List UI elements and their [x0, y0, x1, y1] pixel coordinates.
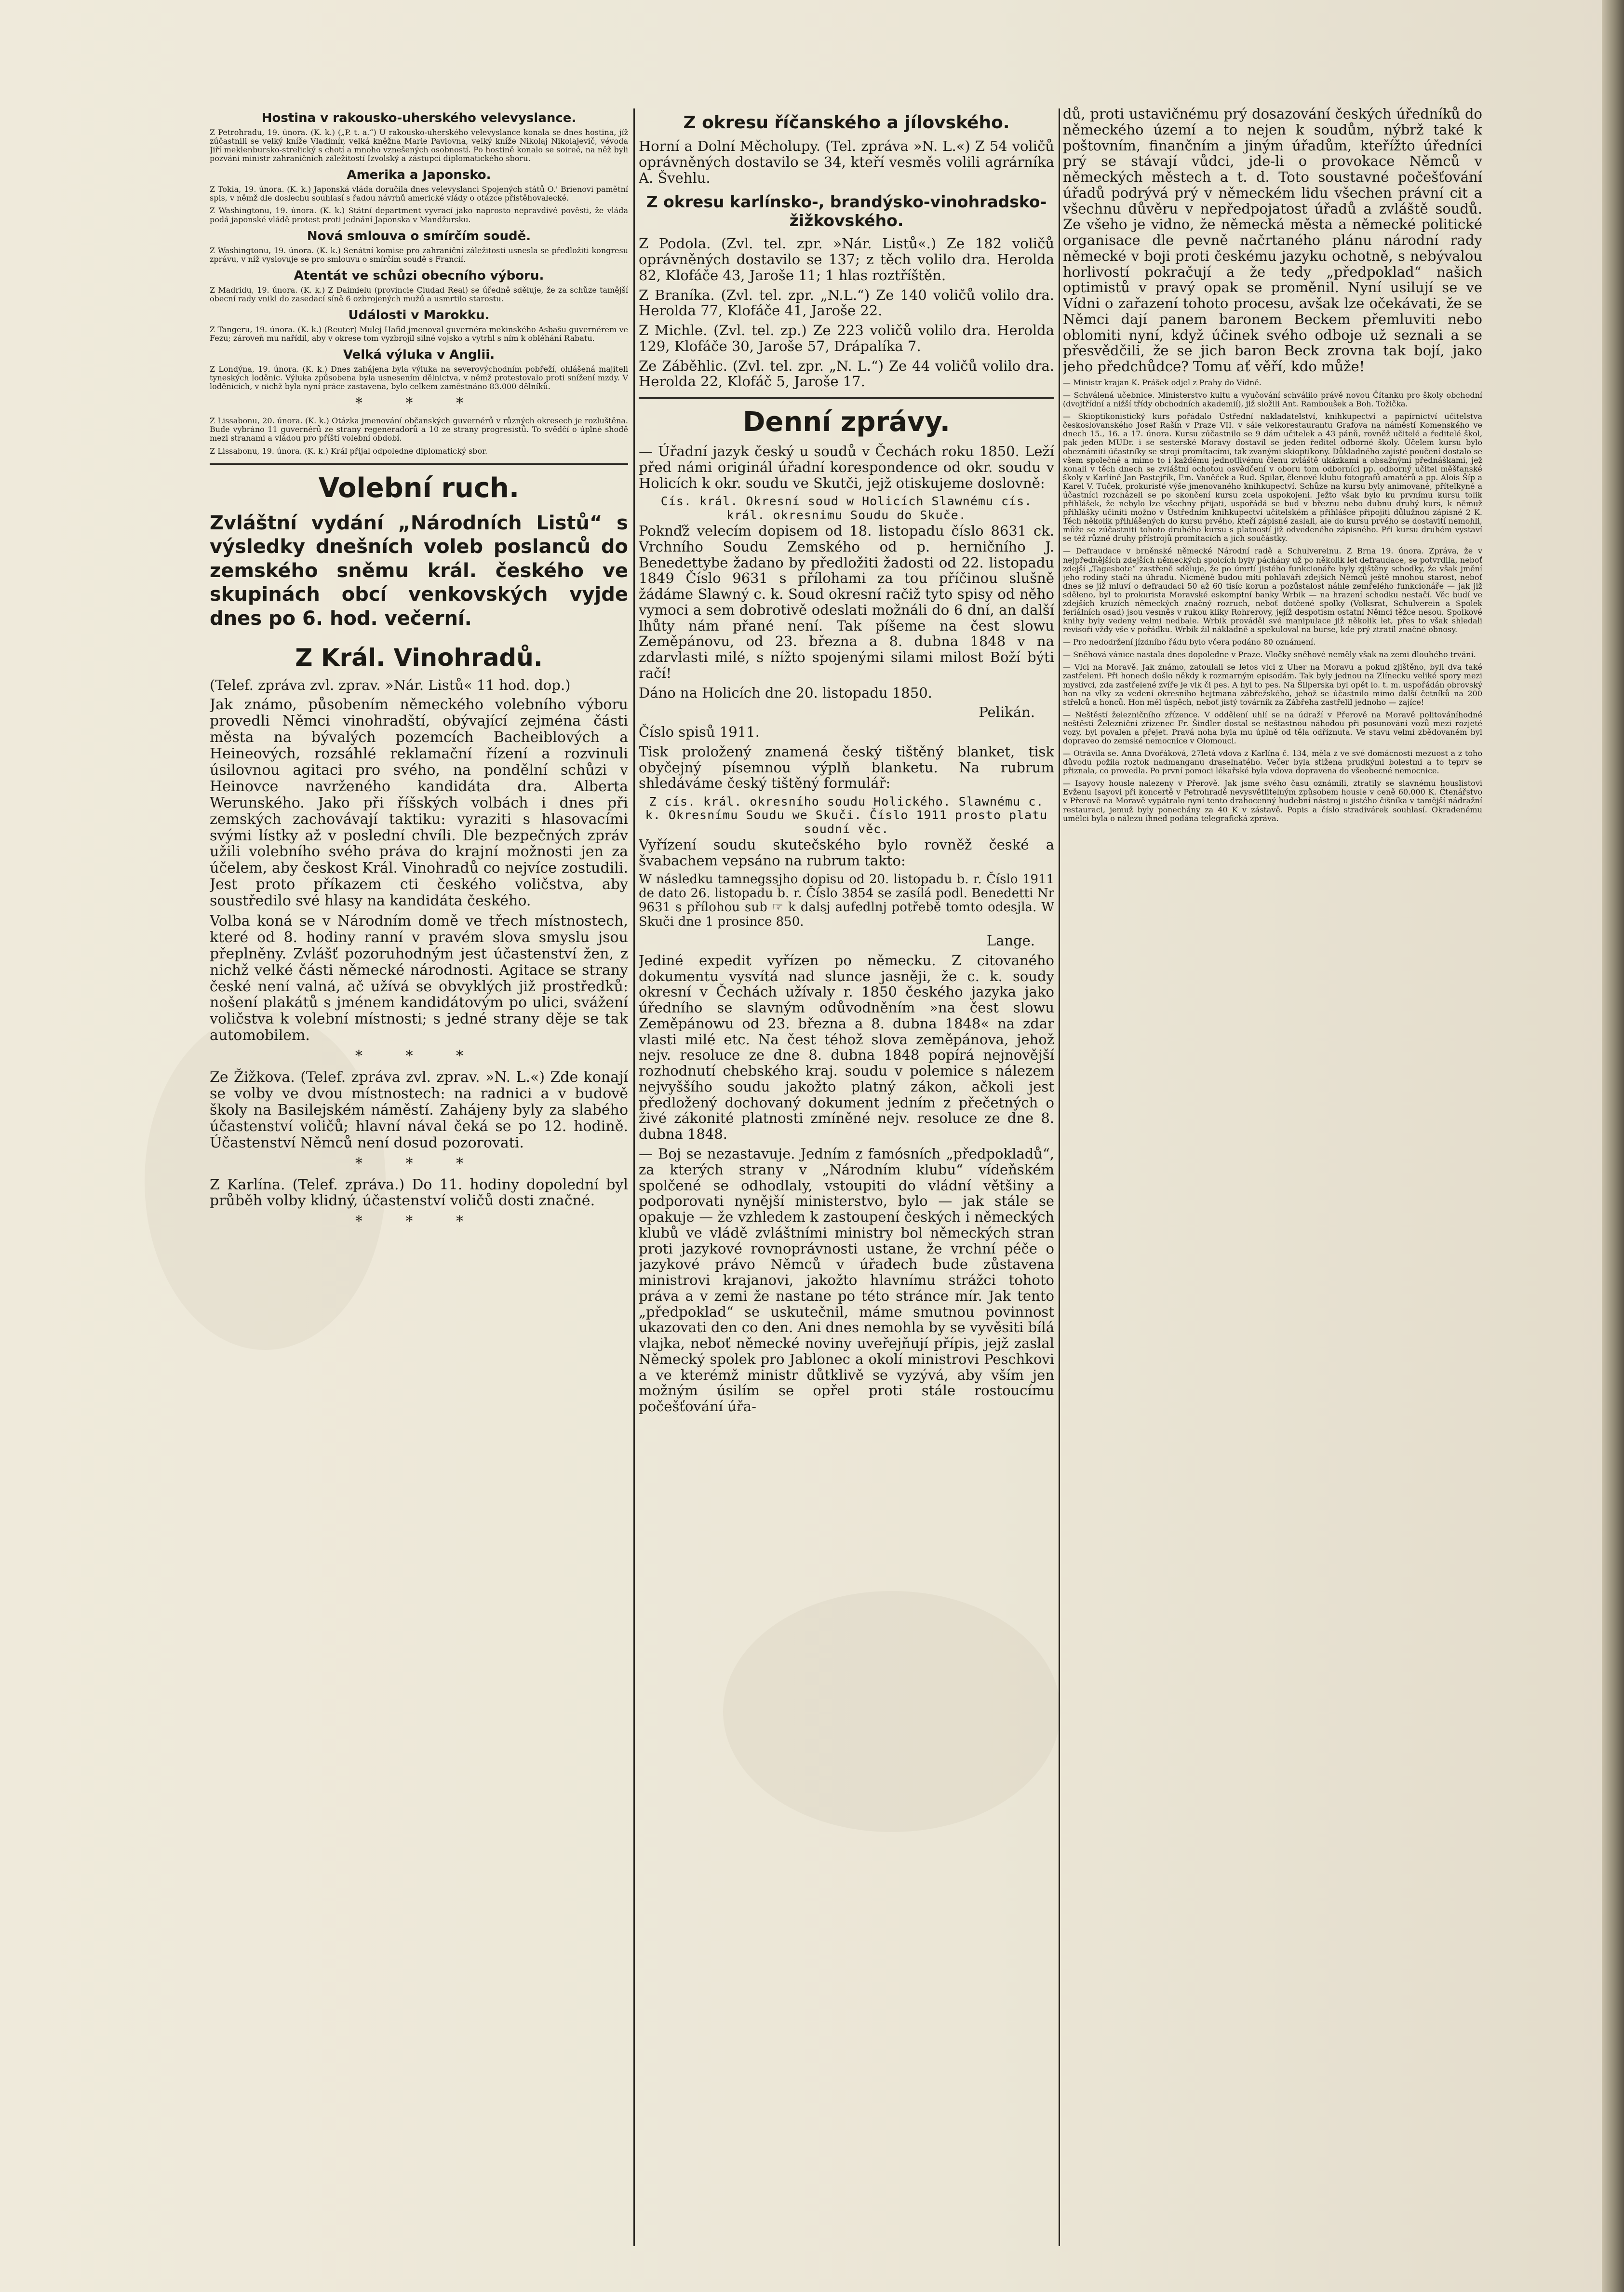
article-text: Z Karlína. (Telef. zpráva.) Do 11. hodiny dopolední byl průběh volby klidný, účastenství voličů dosti značné. — [210, 1176, 628, 1210]
section-divider — [210, 463, 628, 465]
article-heading: Události v Marokku. — [348, 308, 490, 323]
separator-stars: * * * — [355, 1048, 483, 1065]
article-text: — Otrávila se. Anna Dvořáková, 27letá vdova z Karlína č. 134, měla z ve své domácnosti mezuost a z toho důvodu požila roztok nadmanganu draselnatého. Večer byla stižena prudkými bolestmi a to teprv se přiznala, co provedla. Po první pomoci lékařské byla vdova dopravena do všeobecné nemocnice. — [1063, 749, 1482, 776]
article-text: Z Braníka. (Zvl. tel. zpr. „N.L.“) Ze 140 voličů volilo dra. Herolda 77, Klofáče 41, Jaroše 22. — [639, 286, 1054, 319]
document-text: W následku tamnegssjho dopisu od 20. listopadu b. r. Číslo 1911 de dato 26. listopadu b. r. Číslo 3854 se zasílá podl. Benedetti Nr 9631 s přílohou sub ☞ k dalsj aufedlnj potřebě tomto odesjla. W Skuči dne 1 prosince 850. — [639, 872, 1054, 929]
article-text: — Isayovy housle nalezeny v Přerově. Jak jsme svého času oznámili, ztratily se slavnému houslistovi Evženu Isayovi při koncertě v Petrohradě nevysvětlitelným způsobem housle v ceně 60.000 K. Čtenářstvo v Přerově na Moravě vypátralo nyní tento drahocenný hudební nástroj u jistého čišníka v tamější nádražní restauraci, jemuž byly ponechány za 40 K v zástavě. Popis a číslo stradivárek souhlasí. Okradenému umělci byla o nálezu ihned podána telegrafická zpráva. — [1063, 779, 1482, 823]
document-text: Číslo spisů 1911. — [639, 724, 760, 741]
article-text: — Skioptikonistický kurs pořádalo Ústřední nakladatelství, knihkupectví a papírnictví učitelstva českoslovanského Josef Rašín v Praze VII. v sále velkorestaurantu Grafova na náměstí Komenského ve dnech 15., 16. a 17. února. Kursu zúčastnilo se 9 dám učitelek a 43 pánů, rovněž učitelé a ředitelé škol, pak jeden MUDr. i se sesterské Moravy dostavil se jeden ředitel odborné školy. Účelem kursu bylo obeznámiti účastníky se stroji promítacími, tak zvanými skioptikony. Důkladného zajisté poučení dostalo se všem společně a mimo to i každému jednotlivému členu zvláště ukázkami a obsažnými přednáškami, jež konali v těch dnech se zvláštní ochotou osvědčení v oboru tom odborníci pp. odborný učitel měšťanské školy v Karlíně Jan Pastejřík, Em. Vaněček a Rud. Spilar, členové klubu fotografů amatérů a pp. Alois Šíp a Karel V. Tuček, prokuristé výše jmenovaného knihkupectví. Schůze na kursu byly animované, přítelkyně a účastníci rozcházeli se po skončení kursu zcela uspokojeni. Ježto však bylo ku prvnímu kursu tolik přihlášek, že nebylo lze všechny přijati, uspořádá se bud v březnu nebo dubnu druhý kurs, k němuž přihlášky učiniti možno v Ústředním knihkupectví učitelském a přihlášce připojiti důlužnou zápisné 2 K. Těch několik přihlášených do kursu prvého, kteří zápisné zaslali, ale do kursu prvého se dostavití nemohli, může se zúčastniti tohoto druhého kursu s platností již odvedeného zápisného. Při kursu druhém vystaví se též různé druhy přístrojů promítacích a jich součástky. — [1063, 412, 1482, 543]
page-binding-edge — [1602, 0, 1624, 2292]
article-text: Z Lissabonu, 19. února. (K. k.) Král přijal odpoledne diplomatický sbor. — [210, 446, 488, 456]
article-heading: Hostina v rakousko-uherského velevyslance. — [261, 111, 577, 125]
article-text: — Schválená učebnice. Ministerstvo kultu a vyučování schválilo právě novou Čítanku pro školy obchodní (dvojtřídní a nižší třídy obchodních akademií), již složili Ant. Ramboušek a Boh. Tožička. — [1063, 391, 1482, 409]
section-title: Z Král. Vinohradů. — [295, 643, 543, 672]
document-text: Dáno na Holicích dne 20. listopadu 1850. — [639, 684, 932, 701]
article-text: Z Lissabonu, 20. února. (K. k.) Otázka jmenování občanských guvernérů v různých okresech je rozluštěna. Bude vybráno 11 guvernérů ze strany regeneradorů a 10 ze strany progresistů. To svědčí o úplné shodě mezi stranami a vládou pro příští volební období. — [210, 416, 628, 443]
article-text: — Pro nedodržení jízdního řádu bylo včera podáno 80 oznámení. — [1063, 637, 1316, 647]
article-text: — Neštěstí železničního zřízence. V oddělení uhlí se na údraží v Přerově na Moravě politováníhodné neštěstí Železniční zřízenec Fr. Šindler dostal se nešťastnou náhodou při posunování vozů mezi rozjeté vozy, byl povalen a přejet. Pravá noha byla mu úplně od těla odříznuta. Ve stavu velmi zbědovaném byl dopraveo do zemské nemocnice v Olomouci. — [1063, 710, 1482, 745]
separator-stars: * * * — [355, 395, 483, 412]
column-rule — [633, 108, 635, 2246]
article-text: Z Londýna, 19. února. (K. k.) Dnes zahájena byla výluka na severovýchodním pobřeží, ohlášená majiteli tyneských loděnic. Výluka způsobena byla usnesením dělnictva, v němž protestovalo proti snížení mzdy. V loděnicích, v nichž byla nyní práce zastavena, bylo celkem zaměstnáno 83.000 dělníků. — [210, 364, 628, 391]
article-text: — Úřadní jazyk český u soudů v Čechách roku 1850. Leží před námi originál úřadní korespondence od okr. soudu v Holicích k okr. soudu ve Skutči, jejž otiskujeme doslovně: — [639, 443, 1054, 491]
article-text: Z Washingtonu, 19. února. (K. k.) Státní department vyvrací jako naprosto nepravdivé pověsti, že vláda podá japonské vládě protest proti jednání Japonska v Mandžursku. — [210, 206, 628, 224]
document-text: Poknďž velecím dopisem od 18. listopadu číslo 8631 ck. Vrchního Soudu Zemského od p. herničního J. Benedettybe žadano by předložiti žadosti od 22. listopadu 1849 Číslo 9631 s přílohami za tou příčinou slušně žádáme Slawný c. k. Soud okresní račiž tyto spisy od něho vymoci a sem dobrotivě odeslati možnáli do 6 dní, an další lhůty nám přané není. Tak píšeme na čest slowu Zeměpánovu, od 23. března a 8. dubna 1848 v na zdarvlasti milé, s nížto spojenými silami milost Boží býti račí! — [639, 522, 1054, 681]
document-text: Z cís. král. okresního soudu Holického. Slawnému c. k. Okresnímu Soudu we Skuči. Číslo 1911 prosto platu soudní věc. — [645, 795, 1048, 836]
article-text: — Ministr krajan K. Prášek odjel z Prahy do Vídně. — [1063, 378, 1262, 388]
article-source: (Telef. zpráva zvl. zprav. »Nár. Listů« 11 hod. dop.) — [210, 676, 571, 693]
document-signature: Lange. — [986, 932, 1035, 949]
special-edition-notice: Zvláštní vydání „Národních Listů“ s výsledky dnešních voleb poslanců do zemského sněmu král. českého ve skupinách obcí venkovských vyjde dnes po 6. hod. večerní. — [210, 512, 628, 630]
article-text: Tisk proložený znamená český tištěný blanket, tisk obyčejný písemnou výplň blanketu. Na rubrum shledáváme český tištěný formulář: — [639, 743, 1054, 792]
article-heading: Nová smlouva o smírčím soudě. — [307, 229, 531, 243]
separator-stars: * * * — [355, 1213, 483, 1230]
article-text: Volba koná se v Národním domě ve třech místnostech, které od 8. hodiny ranní v pravém slova smyslu jsou přeplněny. Zvlášť pozoruhodným jest účastenství žen, z nichž velké části německé národnosti. Agitace se strany české není valná, ač užívá se obvyklých již prostředků: nošení plakátů s jménem kandidátovým po ulici, svážení voličstva k volební místnosti; s jedné strany děje se tak automobilem. — [210, 912, 628, 1044]
article-text: Z Podola. (Zvl. tel. zpr. »Nár. Listů«.) Ze 182 voličů oprávněných dostavilo se 137; z těch volilo dra. Herolda 82, Klofáče 43, Jaroše 11; 1 hlas roztříštěn. — [639, 235, 1054, 283]
article-text: Ze Žižkova. (Telef. zpráva zvl. zprav. »N. L.«) Zde konají se volby ve dvou místnostech: na radnici a v budově školy na Basilejském náměstí. Zahájeny byly za slabého účastenství voličů; hlavní nával čeká se po 12. hodině. Účastenství Němců není dosud pozorovati. — [210, 1069, 628, 1151]
separator-stars: * * * — [355, 1155, 483, 1172]
article-text: — Sněhová vánice nastala dnes dopoledne v Praze. Vločky sněhové neměly však na zemi dlouhého trvání. — [1063, 650, 1476, 660]
column-2 — [639, 106, 1054, 2249]
article-text: Vyřízení soudu skutečského bylo rovněž české a švabachem vepsáno na rubrum takto: — [639, 836, 1054, 869]
section-title: Z okresu říčanského a jílovského. — [683, 113, 1010, 133]
article-heading: Velká výluka v Anglii. — [343, 348, 495, 363]
section-title: Denní zprávy. — [742, 406, 951, 438]
article-heading: Amerika a Japonsko. — [347, 168, 491, 183]
article-text: Z Petrohradu, 19. února. (K. k.) („P. t. a.“) U rakousko-uherského velevyslance konala se dnes hostina, jíž zúčastnili se velký kníže Vladimír, velká kněžna Marie Pavlovna, velký kníže Nikolaj Nikolajevič, vévoda Jiří meklenbursko-strelický s chotí a mnoho vznešených osobností. Po hostině konalo se soireé, na něž byli pozváni ministr zahraničních záležitostí Izvolský a zástupci diplomatického sboru. — [210, 128, 628, 163]
section-title: Z okresu karlínsko-, brandýsko-vinohradsko-žižkovského. — [646, 192, 1047, 230]
article-text: Z Tokia, 19. února. (K. k.) Japonská vláda doručila dnes velevyslanci Spojených států O.' Brienovi pamětní spis, v němž dle doslechu souhlasí s řadou návrhů americké vlády o otázce přistěhovalecké. — [210, 185, 628, 203]
column-rule — [1059, 108, 1060, 2246]
article-heading: Atentát ve schůzi obecního výboru. — [294, 268, 544, 283]
article-text: Z Madridu, 19. února. (K. k.) Z Daimielu (provincie Ciudad Real) se úředně sděluje, že za schůze tamější obecní rady vnikl do zasedací síně 6 ozbrojených mužů a usmrtilo starostu. — [210, 285, 628, 303]
quoted-document — [639, 795, 1054, 836]
article-text: Z Tangeru, 19. února. (K. k.) (Reuter) Mulej Hafid jmenoval guvernéra mekinského Asbašu guvernérem ve Fezu; zároveň mu nařídil, aby v okrese tom vyzbrojil silné vojsko a vytrhl s ním k obléhání Rabatu. — [210, 324, 628, 343]
article-text: Horní a Dolní Měcholupy. (Tel. zpráva »N. L.«) Z 54 voličů oprávněných dostavilo se 34, kteří vesměs volili agrárníka A. Švehlu. — [639, 138, 1054, 186]
article-text: — Vlci na Moravě. Jak známo, zatoulali se letos vlci z Uher na Moravu a pokud zjištěno, byli dva také zastřeleni. Při honech došlo někdy k rozmarným episodám. Tak byly jednou na Zlínecku veliké spory mezi myslivci, zda zastřelené zvíře je vlk či pes. A hyl to pes. Na Šilperska byl opět lo. t. m. uspořádán obrovský hon na vlky za vedení okresního hejtmana zábřežského, jehož se účastnilo mimo další četníků na 200 střelců a honců. Hon měl úspěch, neboť jistý továrník za Zábřeha zastřelil jednoho — zajíce! — [1063, 662, 1482, 707]
section-divider — [639, 397, 1054, 399]
article-text: Z Michle. (Zvl. tel. zp.) Ze 223 voličů volilo dra. Herolda 129, Klofáče 30, Jaroše 57, Drápalíka 7. — [639, 322, 1054, 354]
article-text: dů, proti ustavičnému prý dosazování českých úředníků do německého území a to nejen k soudům, nýbrž také k poštovním, finančním a jiným úřadům, kteřížto úředníci prý se stávají vůdci, jde-li o provokace Němců v německých městech a t. d. Toto soustavné počešťování úřadů podrývá prý v německém lidu všechen právní cit a všechnu důvěru v nepředpojatost úřadů a zvláště soudů. Ze všeho je vidno, že německá města a německé politické organisace dle pevně načrtaného plánu národní rady německé v boji proti českému jazyku ochotně, s nebývalou horlivostí pokračují a že tedy „předpoklad“ našich optimistů v pravý opak se proměnil. Nyní usilují se ve Vídni o zařazení tohoto procesu, avšak lze očekávati, že se Němci dají panem baronem Beckem přemluviti nebo oblomiti nyní, když účinek svého odboje už seznali a se přesvědčili, že se jich baron Beck zrovna tak bojí, jako jeho předchůdce? Tomu ať věří, kdo může! — [1063, 106, 1482, 375]
article-text: — Defraudace v brněnské německé Národní radě a Schulvereinu. Z Brna 19. února. Zpráva, že v nejpřednějších zdejších německých spolcích byly páchány už po několik let defraudace, se potvrdila, neboť zdejší „Tagesbote“ zastřeně sděluje, že po úmrtí jistého funkcionáře byly zjištěny schodky, že však jmění jeho rodiny stačí na úhradu. Nicméně budou míti pohlaváři zdejších Němců ještě mnohou starost, neboť dnes se již mluví o defraudaci 50 až 60 tisíc korun a pozůstalost náhle zemřelého funkcionáře — jak již sděleno, byl to prokurista Moravské eskomptní banky Wrbik — na hrazení schodku nestačí. Věc budí ve zdejších kruzích německých značný rozruch, neboť dotčené spolky (Volksrat, Schulverein a Spolek feriálních osad) jsou vesměs v rukou kliky Rohrerovy, jejíž despotism ostatní Němci těžce nesou. Spolkové knihy byly vedeny velmi nedbale. Wrbik prováděl své manipulace již několik let, přes to však shledali revisoři vždy vše v pořádku. Wrbik žil nákladně a spekuloval na burse, kde prý ztratil značné obnosy. — [1063, 546, 1482, 634]
column-3 — [1063, 106, 1482, 2249]
article-text: Jediné expedit vyřízen po německu. Z citovaného dokumentu vysvítá nad slunce jasněji, že c. k. soudy okresní v Čechách užívaly r. 1850 českého jazyka jako úředního se slavným odůvodněním »na čest slowu Zeměpánowu od 23. března a 8. dubna 1848« na zdar vlasti milé etc. Na čest téhož slova zeměpánova, jehož nejv. resoluce ze dne 8. dubna 1848 popírá nejnovější rozhodnutí chebského kraj. soudu v polemice s nálezem nejvyššího soudu jakožto platný zákon, ačkoli jest předložený dochovaný dokument jedním z přečetných o živé zákonité platnosti zmíněné nejv. resoluce ze dne 8. dubna 1848. — [639, 952, 1054, 1143]
document-text: Cís. král. Okresní soud w Holicích Slawnému cís. král. okresnimu Soudu do Skuče. — [660, 494, 1033, 522]
article-text: Z Washingtonu, 19. února. (K. k.) Senátní komise pro zahraniční záležitosti usnesla se předložiti kongresu zprávu, v níž vyslovuje se pro smlouvu o smírčím soudě s Francií. — [210, 245, 628, 264]
column-1 — [210, 106, 628, 2249]
article-text: Jak známo, působením německého volebního výboru provedli Němci vinohradští, obývající zejména části města na bývalých pozemcích Bacheiblových a Heineových, rozsáhlé reklamační řízení a rozvinuli úsilovnou agitaci pro svého, na pondělní schůzi v Heinovce navrženého kandidáta dra. Alberta Werunského. Jako při říšských volbách i dnes při zemských zachovávají taktiku: vyraziti s hlasovacími svými lístky až v poslední chvíli. Dle bezpečných zpráv užili volebního svého práva do krajní možnosti jen za účelem, aby českost Král. Vinohradů co nejvíce zostudili. Jest proto příkazem cti českého voličstva, aby soustředilo své hlasy na kandidáta českého. — [210, 696, 628, 910]
quoted-document — [639, 495, 1054, 522]
article-text: Ze Záběhlic. (Zvl. tel. zpr. „N. L.“) Ze 44 voličů volilo dra. Herolda 22, Klofáč 5, Jaroše 17. — [639, 357, 1054, 390]
section-title: Volební ruch. — [318, 472, 520, 504]
article-text: — Boj se nezastavuje. Jedním z famósních „předpokladů“, za kterých strany v „Národním klubu“ vídeňském spolčené se odhodlaly, vstoupiti do vládní většiny a podporovati nynější ministerstvo, bylo — jak stále se opakuje — že vzhledem k zastoupení českých i německých klubů ve vládě zvláštními ministry bol německých stran proti jazykové rovnoprávnosti ustane, že vrchní péče o jazykové právo Němců v úřadech bude zůstavena ministrovi krajanovi, jakožto hlavnímu strážci tohoto práva a v zemi že nastane po této stránce mír. Jak tento „předpoklad“ se uskutečnil, máme smutnou povinnost ukazovati den co den. Ani dnes nemohla by se vyvěsiti bílá vlajka, neboť německé noviny uveřejňují přípis, jejž zaslal Německý spolek pro Jablonec a okolí ministrovi Peschkovi a ve kterémž ministr důtklivě se vyzývá, aby vším jen možným úsilím se opřel proti stále rostoucímu počešťování úřa- — [639, 1145, 1054, 1415]
document-signature: Pelikán. — [979, 704, 1035, 721]
